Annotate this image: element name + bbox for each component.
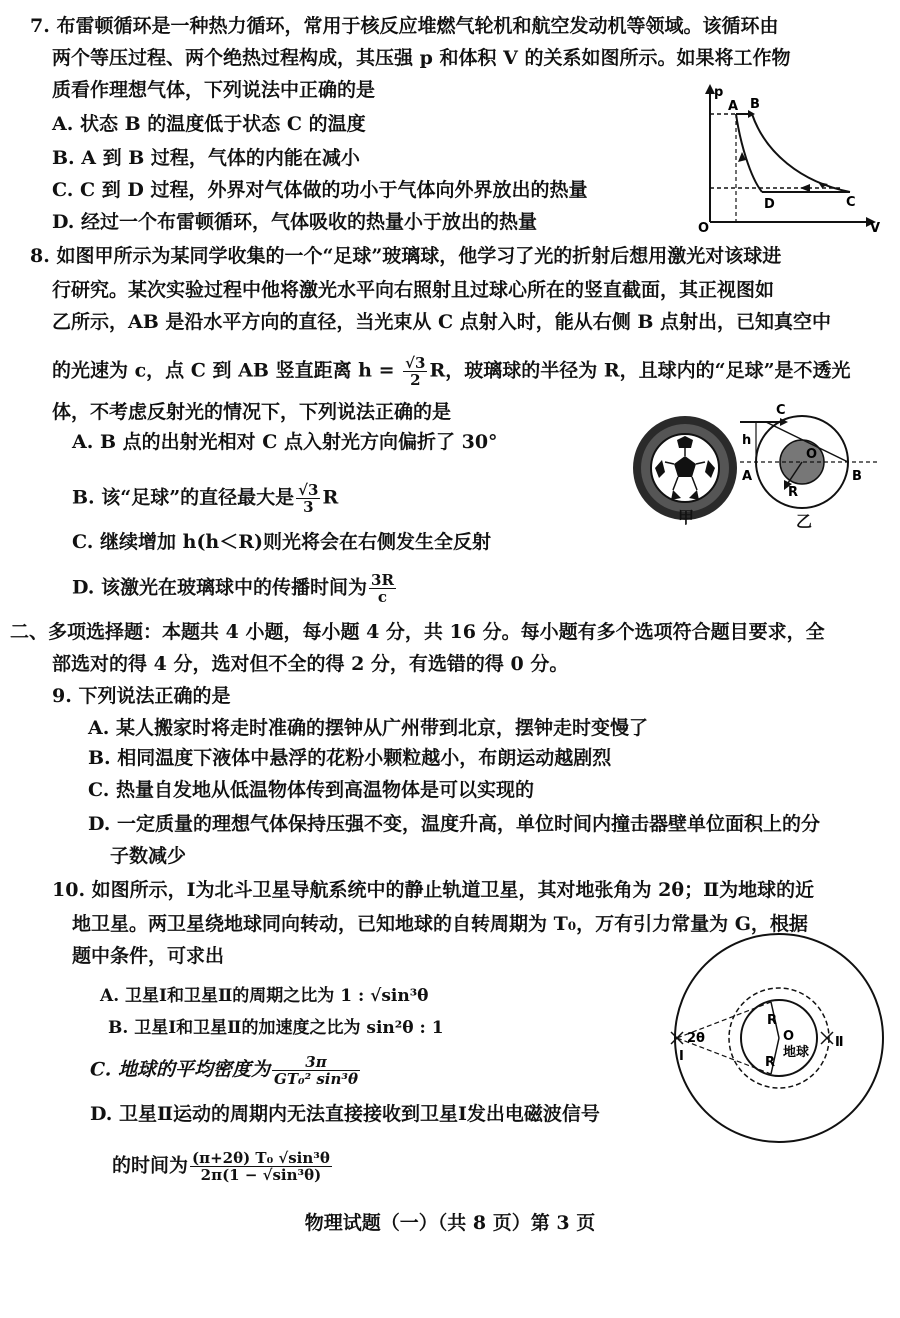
orbit-label-earth: 地球 bbox=[783, 1045, 810, 1060]
section2-heading-line2: 部选对的得 4 分，选对但不全的得 2 分，有选错的得 0 分。 bbox=[52, 653, 569, 675]
q8-h-fraction bbox=[403, 355, 427, 388]
q10-option-a: A. 卫星Ⅰ和卫星Ⅱ的周期之比为 1 : √sin³θ bbox=[100, 986, 429, 1006]
q8-stem-line5: 体，不考虑反射光的情况下，下列说法正确的是 bbox=[52, 401, 452, 423]
figure-label-yi: 乙 bbox=[796, 512, 813, 531]
q8-option-d-fraction bbox=[369, 572, 396, 605]
q8-option-b-numerator: √3 bbox=[298, 481, 319, 499]
q9-option-b: B. 相同温度下液体中悬浮的花粉小颗粒越小，布朗运动越剧烈 bbox=[88, 747, 612, 769]
q10-option-d-numerator: (π+2θ) T₀ √sin³θ bbox=[192, 1149, 330, 1167]
q10-option-c-pre: C. 地球的平均密度为 bbox=[90, 1058, 271, 1081]
q9-option-a: A. 某人搬家时将走时准确的摆钟从广州带到北京，摆钟走时变慢了 bbox=[88, 717, 648, 739]
orbit-label-o: O bbox=[783, 1029, 795, 1044]
q8-stem-line4 bbox=[52, 355, 851, 388]
orbit-label-i: Ⅰ bbox=[679, 1049, 684, 1064]
pv-label-o: O bbox=[698, 221, 710, 236]
cross-label-r: R bbox=[788, 485, 799, 500]
pv-label-p: p bbox=[714, 85, 724, 100]
q10-option-d-line1: D. 卫星Ⅱ运动的周期内无法直接接收到卫星Ⅰ发出电磁波信号 bbox=[90, 1103, 600, 1125]
pv-label-v: V bbox=[870, 221, 881, 236]
pv-label-c: C bbox=[846, 195, 856, 210]
cross-label-a: A bbox=[742, 469, 753, 484]
q8-option-a: A. B 点的出射光相对 C 点入射光方向偏折了 30° bbox=[72, 431, 498, 453]
q10-option-b: B. 卫星Ⅰ和卫星Ⅱ的加速度之比为 sin²θ : 1 bbox=[108, 1018, 444, 1038]
q9-stem: 9. 下列说法正确的是 bbox=[52, 685, 231, 707]
cross-label-b: B bbox=[852, 469, 862, 484]
q10-stem-line2: 地卫星。两卫星绕地球同向转动，已知地球的自转周期为 T₀，万有引力常量为 G，根据 bbox=[72, 913, 808, 935]
satellite-orbit-figure bbox=[665, 928, 893, 1148]
section2-heading-line1: 二、多项选择题：本题共 4 小题，每小题 4 分，共 16 分。每小题有多个选项符合题目要求，全 bbox=[10, 621, 825, 643]
cross-label-o: O bbox=[806, 447, 818, 462]
q10-option-c bbox=[90, 1054, 362, 1087]
orbit-label-angle: 2θ bbox=[687, 1031, 705, 1046]
q9-option-d-line1: D. 一定质量的理想气体保持压强不变，温度升高，单位时间内撞击器壁单位面积上的分 bbox=[88, 813, 821, 835]
q8-stem-line4-post: R，玻璃球的半径为 R，且球内的“足球”是不透光 bbox=[429, 359, 851, 382]
q10-option-c-denominator: GT₀² sin³θ bbox=[274, 1070, 358, 1088]
q8-option-d-denominator: c bbox=[377, 588, 388, 606]
q8-stem-line1: 8. 如图甲所示为某同学收集的一个“足球”玻璃球，他学习了光的折射后想用激光对该球进 bbox=[30, 245, 782, 267]
q10-option-d-line2 bbox=[112, 1150, 334, 1183]
q10-option-c-fraction bbox=[272, 1054, 360, 1087]
cross-label-h: h bbox=[742, 433, 752, 448]
q8-option-b-pre: B. 该“足球”的直径最大是 bbox=[72, 486, 295, 509]
q8-h-denominator: 2 bbox=[410, 371, 421, 389]
q7-option-a: A. 状态 B 的温度低于状态 C 的温度 bbox=[52, 113, 366, 135]
q8-option-b-fraction bbox=[296, 482, 320, 515]
q8-option-d-pre: D. 该激光在玻璃球中的传播时间为 bbox=[72, 576, 368, 599]
q8-option-d-numerator: 3R bbox=[371, 571, 394, 589]
q9-option-d-line2: 子数减少 bbox=[110, 845, 187, 867]
q10-option-d-pre: 的时间为 bbox=[112, 1154, 189, 1177]
q10-option-c-numerator: 3π bbox=[272, 1054, 360, 1071]
page-footer: 物理试题（一）（共 8 页）第 3 页 bbox=[304, 1212, 596, 1234]
q8-stem-line3: 乙所示，AB 是沿水平方向的直径，当光束从 C 点射入时，能从右侧 B 点射出，已知真空中 bbox=[52, 311, 832, 333]
cross-label-c: C bbox=[776, 403, 786, 418]
ball-cross-section-figure bbox=[740, 400, 880, 520]
q7-option-b: B. A 到 B 过程，气体的内能在减小 bbox=[52, 147, 360, 169]
q10-option-d-fraction bbox=[190, 1150, 332, 1183]
q7-stem-line2: 两个等压过程、两个绝热过程构成，其压强 p 和体积 V 的关系如图所示。如果将工作物 bbox=[52, 47, 791, 69]
pv-diagram bbox=[698, 82, 885, 236]
q8-option-c: C. 继续增加 h(h＜R)则光将会在右侧发生全反射 bbox=[72, 531, 492, 553]
q10-option-d-denominator: 2π(1 − √sin³θ) bbox=[200, 1166, 322, 1184]
pv-label-d: D bbox=[764, 197, 775, 212]
q8-option-b-denominator: 3 bbox=[303, 498, 314, 516]
orbit-label-r1: R bbox=[767, 1013, 778, 1028]
q8-option-d bbox=[72, 572, 398, 605]
q7-stem-line3: 质看作理想气体，下列说法中正确的是 bbox=[52, 79, 376, 101]
q8-stem-line4-pre: 的光速为 c，点 C 到 AB 竖直距离 h = bbox=[52, 359, 395, 382]
figure-label-jia: 甲 bbox=[678, 508, 695, 527]
q7-option-c: C. C 到 D 过程，外界对气体做的功小于气体向外界放出的热量 bbox=[52, 179, 588, 201]
pv-label-b: B bbox=[750, 97, 760, 112]
q9-option-c: C. 热量自发地从低温物体传到高温物体是可以实现的 bbox=[88, 779, 535, 801]
q10-stem-line3: 题中条件，可求出 bbox=[72, 945, 225, 967]
q8-stem-line2: 行研究。某次实验过程中他将激光水平向右照射且过球心所在的竖直截面，其正视图如 bbox=[52, 279, 775, 301]
q7-option-d: D. 经过一个布雷顿循环，气体吸收的热量小于放出的热量 bbox=[52, 211, 538, 233]
q10-stem-line1: 10. 如图所示，Ⅰ为北斗卫星导航系统中的静止轨道卫星，其对地张角为 2θ；Ⅱ为地球的近 bbox=[52, 879, 815, 901]
pv-label-a: A bbox=[728, 99, 739, 114]
orbit-label-ii: Ⅱ bbox=[835, 1035, 844, 1050]
orbit-label-r2: R bbox=[765, 1055, 776, 1070]
q7-stem-line1: 7. 布雷顿循环是一种热力循环，常用于核反应堆燃气轮机和航空发动机等领域。该循环由 bbox=[30, 15, 779, 37]
q8-option-b bbox=[72, 482, 338, 515]
q8-h-numerator: √3 bbox=[405, 354, 426, 372]
q8-option-b-post: R bbox=[322, 486, 339, 509]
